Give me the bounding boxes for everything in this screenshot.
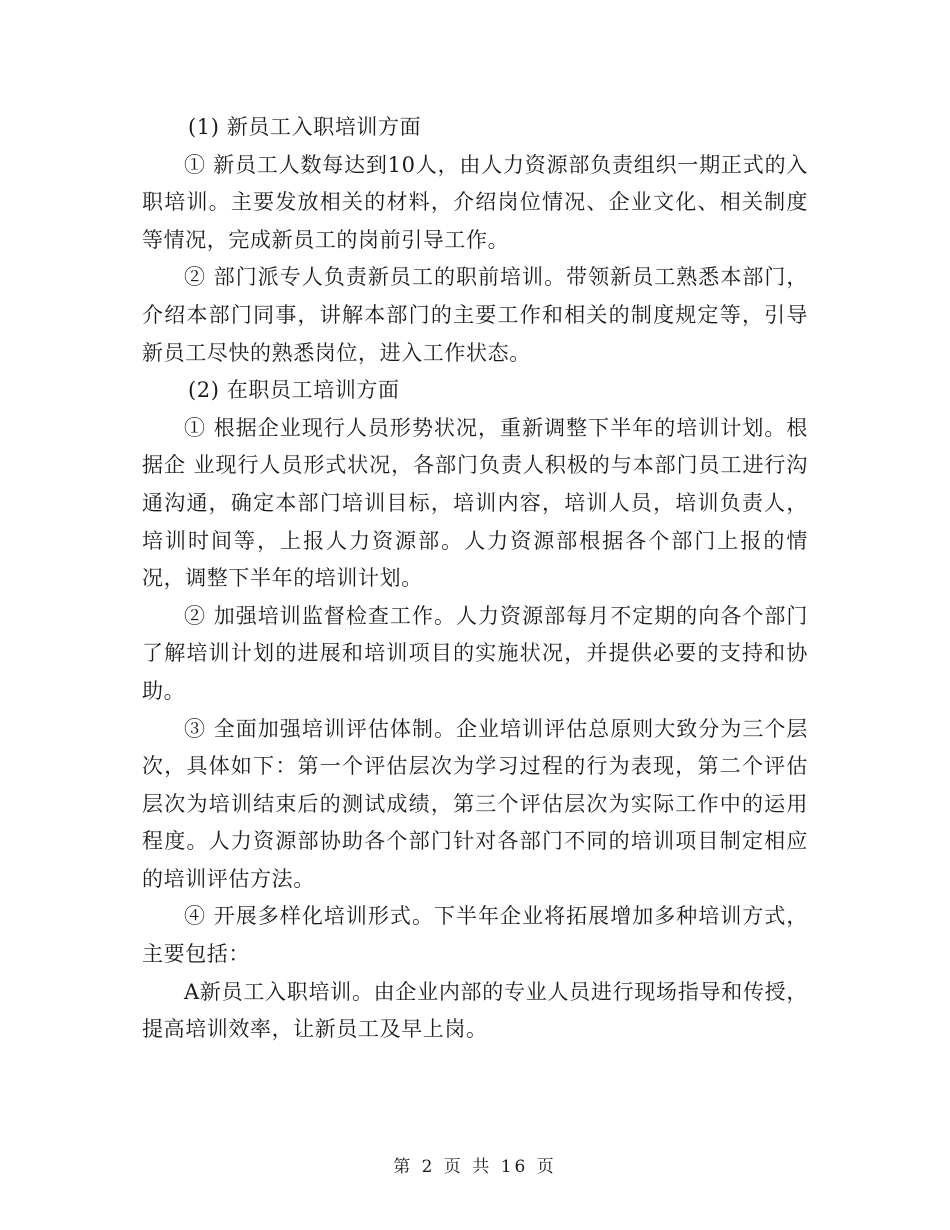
paragraph-new-employee-1: ① 新员工人数每达到10人，由人力资源部负责组织一期正式的入职培训。主要发放相关的材料，介绍岗位情况、企业文化、相关制度等情况，完成新员工的岗前引导工作。	[142, 152, 808, 252]
paragraph-new-employee-2: ② 部门派专人负责新员工的职前培训。带领新员工熟悉本部门，介绍本部门同事，讲解本部门的主要工作和相关的制度规定等，引导新员工尽快的熟悉岗位，进入工作状态。	[142, 265, 808, 365]
paragraph-in-service-2: ② 加强培训监督检查工作。人力资源部每月不定期的向各个部门了解培训计划的进展和培训项目的实施状况，并提供必要的支持和协助。	[142, 603, 808, 703]
document-body	[142, 109, 808, 1049]
paragraph-in-service-1: ① 根据企业现行人员形势状况，重新调整下半年的培训计划。根据企 业现行人员形式状况，各部门负责人积极的与本部门员工进行沟通沟通，确定本部门培训目标，培训内容，培训人员，培训负责人，培训时间等，上报人力资源部。人力资源部根据各个部门上报的情况，调整下半年的培训计划。	[142, 415, 808, 591]
section-heading-in-service: (2) 在职员工培训方面	[188, 378, 400, 403]
page-number-footer: 第 2 页 共 16 页	[393, 1157, 557, 1177]
section-heading-new-employee: (1) 新员工入职培训方面	[188, 115, 422, 139]
paragraph-in-service-4: ④ 开展多样化培训形式。下半年企业将拓展增加多种培训方式，主要包括：	[142, 904, 808, 967]
paragraph-in-service-3: ③ 全面加强培训评估体制。企业培训评估总原则大致分为三个层次，具体如下：第一个评估层次为学习过程的行为表现，第二个评估层次为培训结束后的测试成绩，第三个评估层次为实际工作中的运用程度。人力资源部协助各个部门针对各部门不同的培训项目制定相应的培训评估方法。	[142, 716, 808, 891]
paragraph-in-service-4a: A新员工入职培训。由企业内部的专业人员进行现场指导和传授，提高培训效率，让新员工及早上岗。	[142, 979, 808, 1042]
